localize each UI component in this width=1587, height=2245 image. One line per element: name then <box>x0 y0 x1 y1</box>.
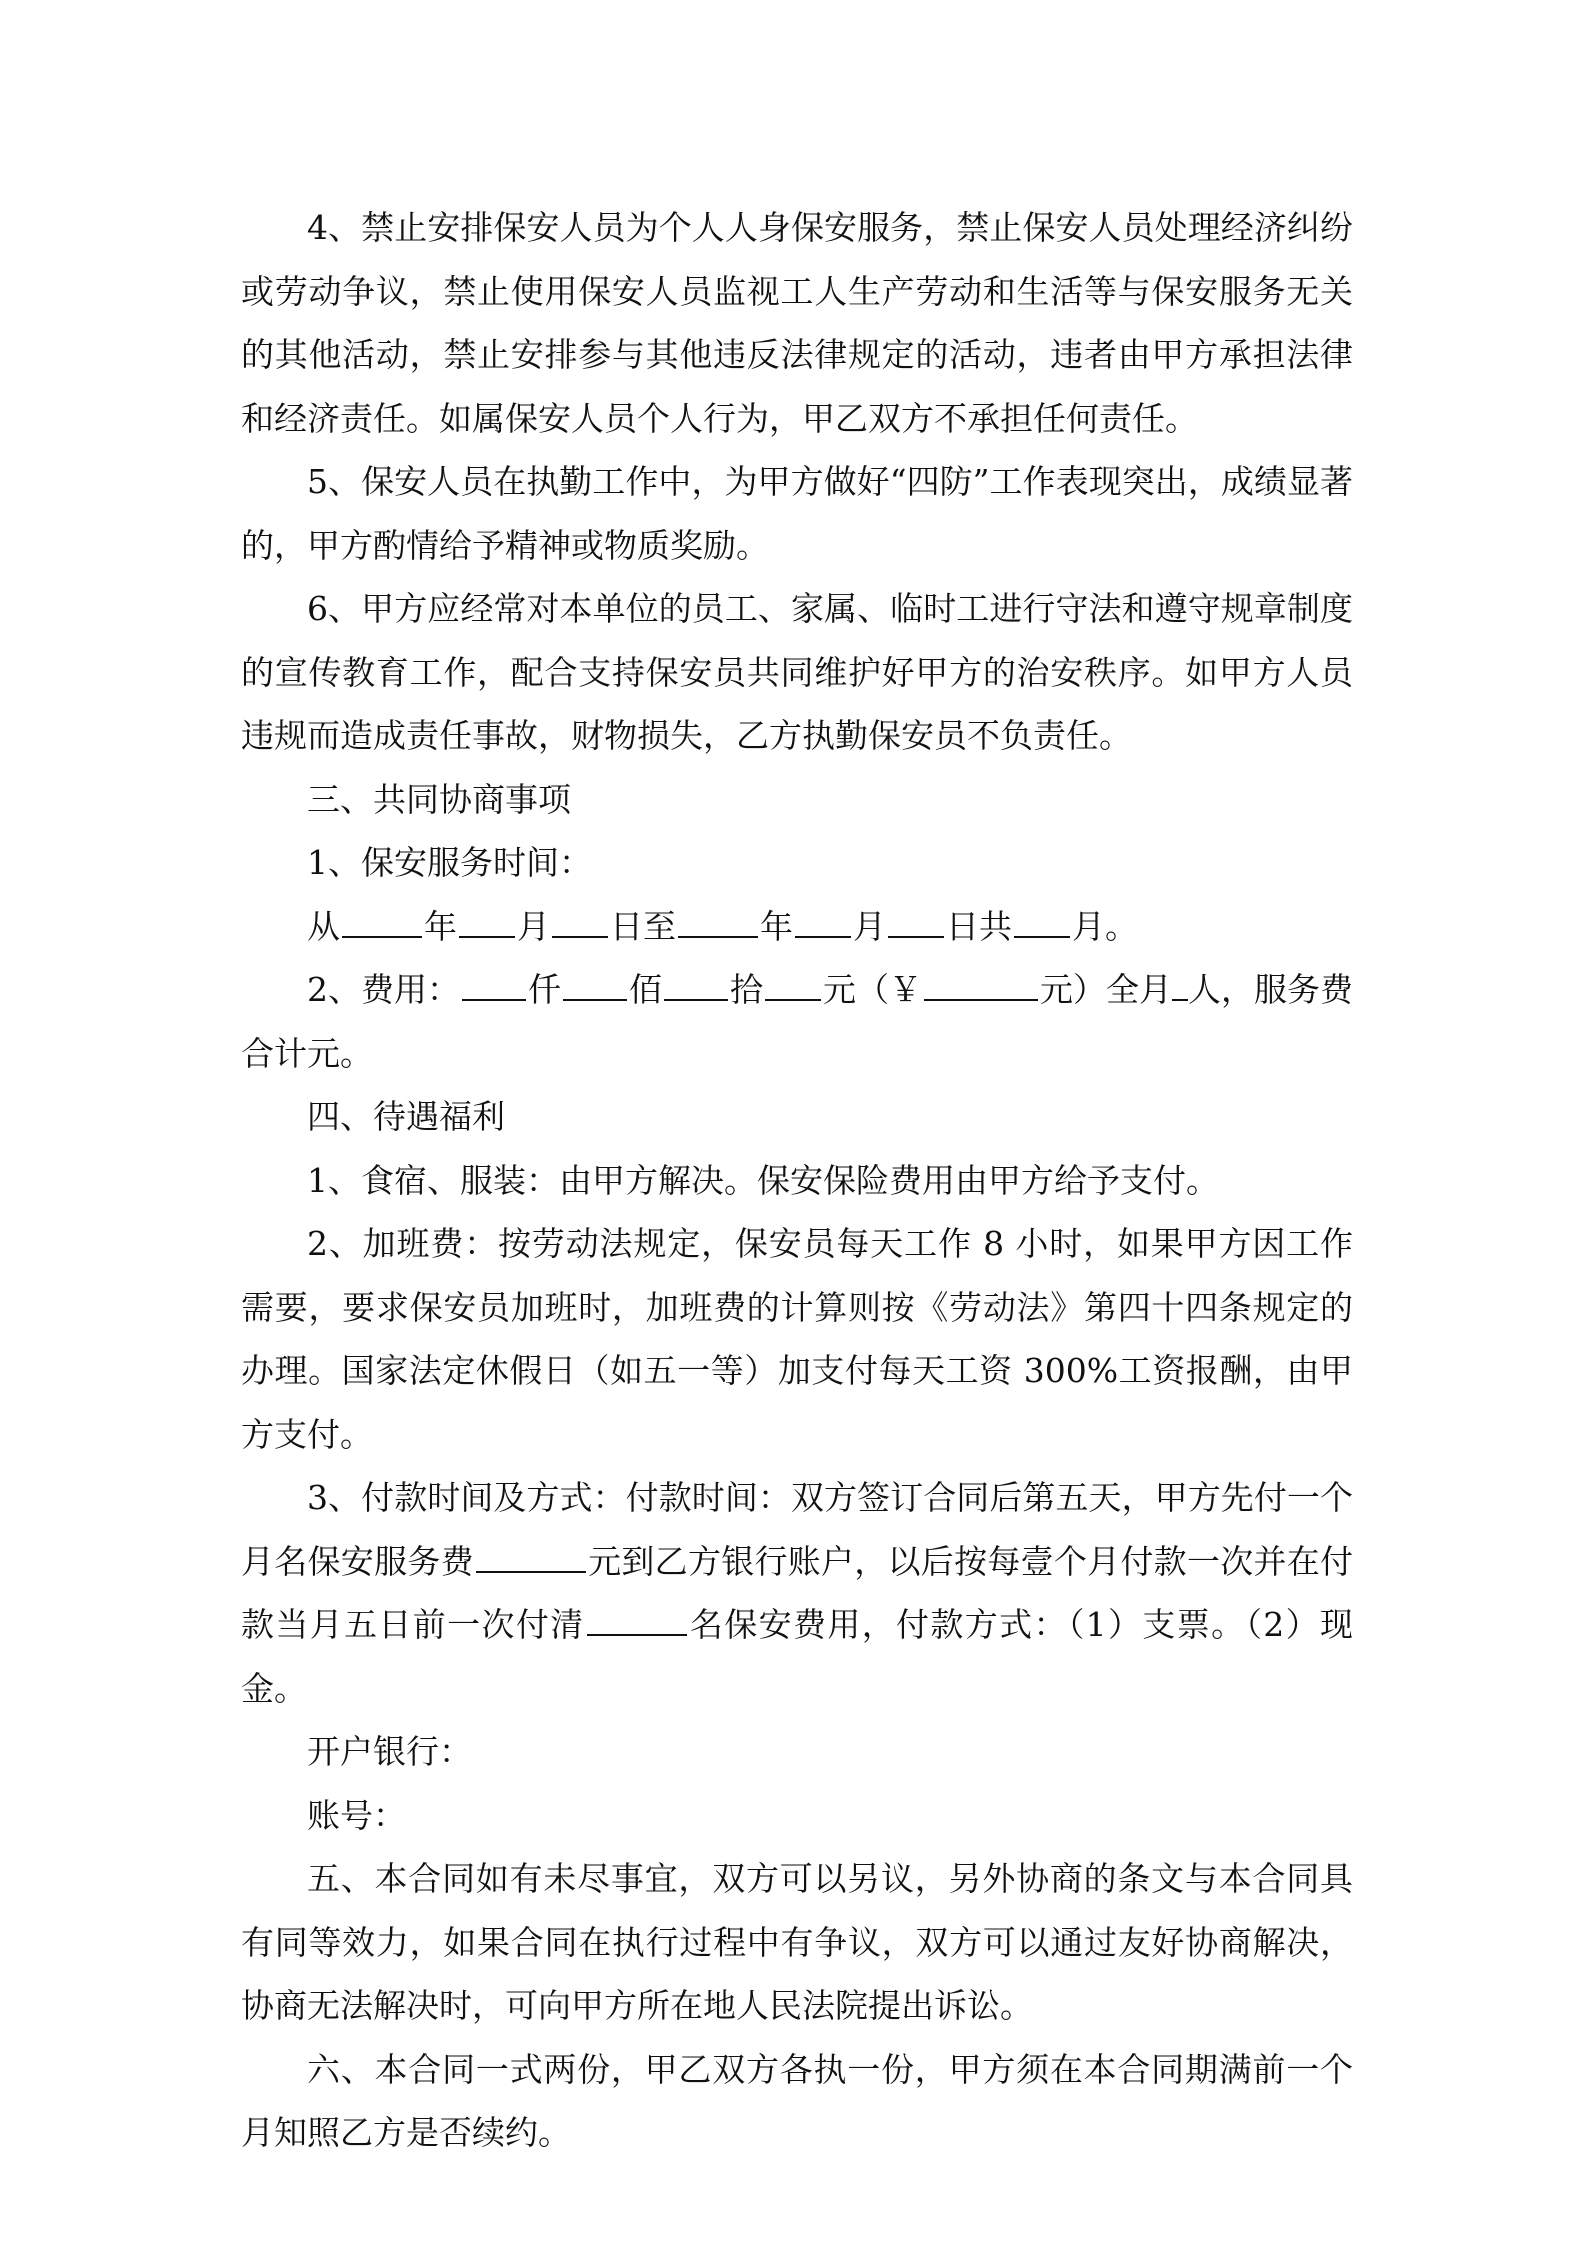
clause-5: 5、保安人员在执勤工作中，为甲方做好“四防”工作表现突出，成绩显著的，甲方酌情给予精神或物质奖励。 <box>241 462 1353 565</box>
account-label: 账号： <box>307 1795 406 1835</box>
service-time-line: 从 年 月 日至 年 月 日共 月。 <box>307 906 1138 946</box>
section-6: 六、本合同一式两份，甲乙双方各执一份，甲方须在本合同期满前一个月知照乙方是否续约。 <box>241 2049 1353 2152</box>
blank-field[interactable] <box>462 969 526 1001</box>
clause-4: 4、禁止安排保安人员为个人人身保安服务，禁止保安人员处理经济纠纷或劳动争议，禁止使用保安人员监视工人生产劳动和生活等与保安服务无关的其他活动，禁止安排参与其他违反法律规定的活动，违者由甲方承担法律和经济责任。如属保安人员个人行为，甲乙双方不承担任何责任。 <box>241 208 1353 438</box>
clause-6: 6、甲方应经常对本单位的员工、家属、临时工进行守法和遵守规章制度的宣传教育工作，配合支持保安员共同维护好甲方的治安秩序。如甲方人员违规而造成责任事故，财物损失，乙方执勤保安员不负责任。 <box>241 589 1353 755</box>
blank-field[interactable] <box>1172 969 1188 1001</box>
section-4-heading: 四、待遇福利 <box>307 1097 505 1136</box>
clause-4-3: 3、付款时间及方式：付款时间：双方签订合同后第五天，甲方先付一个月名保安服务费 元到乙方银行账户，以后按每壹个月付款一次并在付款当月五日前一次付清 名保安费用，付款方式：（1）支票。（2）现金。 <box>241 1478 1354 1708</box>
section-5: 五、本合同如有未尽事宜，双方可以另议，另外协商的条文与本合同具有同等效力，如果合同在执行过程中有争议，双方可以通过友好协商解决，协商无法解决时，可向甲方所在地人民法院提出诉讼。 <box>241 1859 1353 2025</box>
blank-field[interactable] <box>587 1604 687 1636</box>
blank-field[interactable] <box>476 1541 586 1573</box>
blank-field[interactable] <box>888 906 944 938</box>
service-time-from: 从 <box>307 906 340 946</box>
contract-body <box>241 196 1353 2165</box>
blank-field[interactable] <box>459 906 515 938</box>
blank-field[interactable] <box>765 969 821 1001</box>
blank-field[interactable] <box>552 906 608 938</box>
fee-line: 2、费用： 仟 佰 拾 元（￥ 元）全月 人，服务费合计元。 <box>241 970 1353 1073</box>
bank-label: 开户银行： <box>307 1732 472 1771</box>
blank-field[interactable] <box>795 906 851 938</box>
service-time-label: 1、保安服务时间： <box>307 843 592 882</box>
clause-4-2: 2、加班费：按劳动法规定，保安员每天工作 8 小时，如果甲方因工作需要，要求保安员加班时，加班费的计算则按《劳动法》第四十四条规定的办理。国家法定休假日（如五一等）加支付每天工资 300%工资报酬，由甲方支付。 <box>241 1224 1353 1454</box>
blank-field[interactable] <box>924 969 1038 1001</box>
section-3-heading: 三、共同协商事项 <box>307 779 571 819</box>
blank-field[interactable] <box>678 906 758 938</box>
blank-field[interactable] <box>342 906 422 938</box>
blank-field[interactable] <box>1014 906 1070 938</box>
blank-field[interactable] <box>563 969 627 1001</box>
blank-field[interactable] <box>664 969 728 1001</box>
clause-4-1: 1、食宿、服装：由甲方解决。保安保险费用由甲方给予支付。 <box>307 1160 1219 1200</box>
